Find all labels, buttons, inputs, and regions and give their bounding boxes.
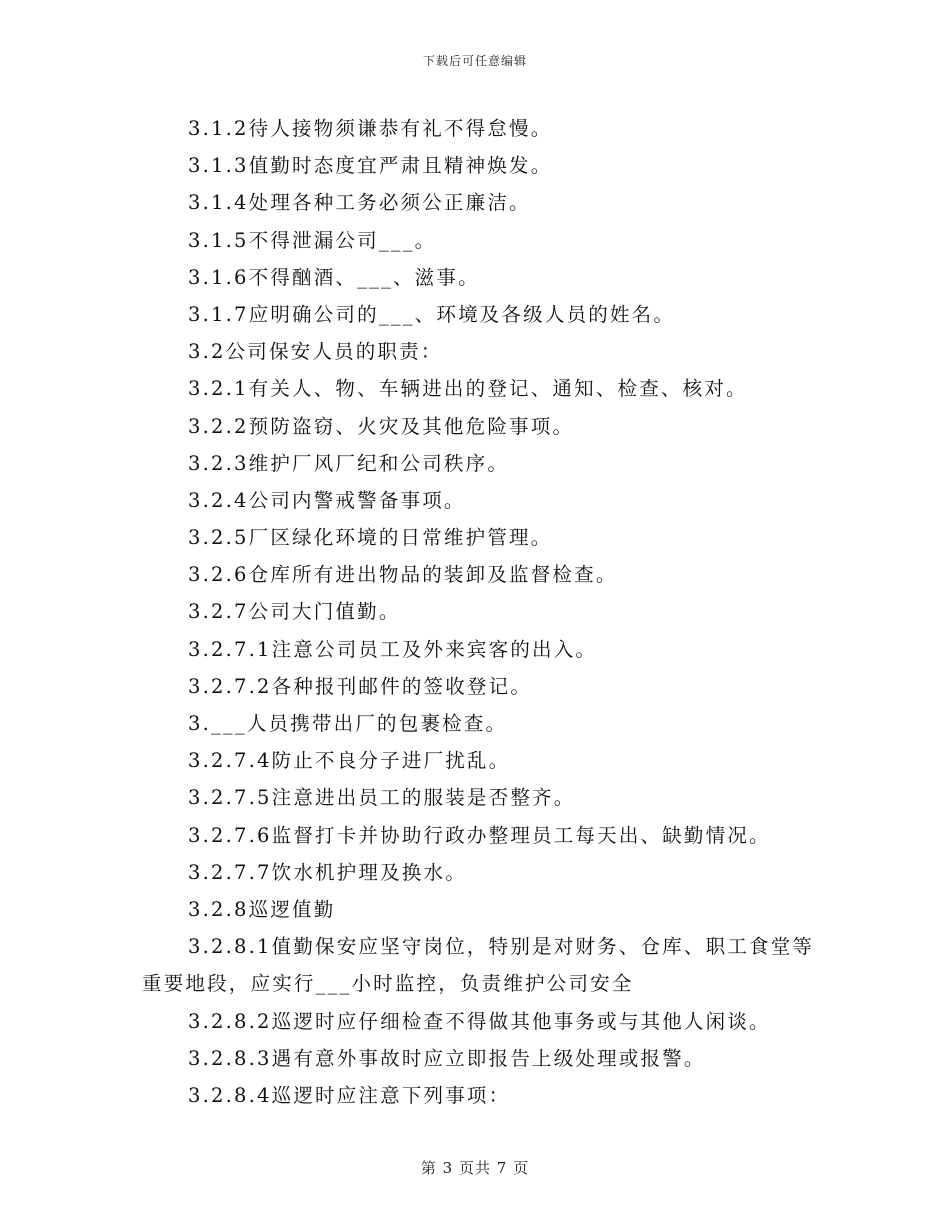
page-footer: 第 3 页共 7 页 [420,1159,530,1177]
document-line: 3.2.7.4防止不良分子进厂扰乱。 [188,749,511,773]
document-line: 3.2.3维护厂风厂纪和公司秩序。 [188,451,510,475]
document-line: 3.1.7应明确公司的___、环境及各级人员的姓名。 [188,302,676,326]
document-line: 3.2.7.1注意公司员工及外来宾客的出入。 [188,637,598,661]
document-line: 重要地段，应实行___小时监控，负责维护公司安全 [142,972,634,996]
document-line: 3.___人员携带出厂的包裹检查。 [188,712,508,735]
document-line: 3.2.4公司内警戒警备事项。 [188,488,466,512]
document-line: 3.2.8.2巡逻时应仔细检查不得做其他事务或与其他人闲谈。 [188,1009,771,1033]
document-line: 3.2.7.2各种报刊邮件的签收登记。 [188,674,533,698]
document-line: 3.2.7.5注意进出员工的服装是否整齐。 [188,786,576,810]
document-line: 3.2.6仓库所有进出物品的装卸及监督检查。 [188,563,618,587]
document-line: 3.2.8.3遇有意外事故时应立即报告上级处理或报警。 [188,1046,706,1070]
document-line: 3.2.1有关人、物、车辆进出的登记、通知、检查、核对。 [188,377,748,401]
document-line: 3.2公司保安人员的职责： [188,340,443,364]
document-line: 3.2.7.7饮水机护理及换水。 [188,860,467,884]
document-line: 3.1.6不得酗酒、___、滋事。 [188,265,480,289]
document-body [142,110,822,1114]
document-line: 3.2.7.6监督打卡并协助行政办整理员工每天出、缺勤情况。 [188,823,771,847]
document-line: 3.1.5不得泄漏公司___。 [188,228,437,252]
document-line: 3.1.2待人接物须谦恭有礼不得怠慢。 [188,117,553,140]
document-line: 3.2.8巡逻值勤 [188,897,336,921]
document-line: 3.2.8.4巡逻时应注意下列事项： [188,1083,511,1107]
page-header: 下载后可任意编辑 [422,54,527,68]
document-line: 3.2.7公司大门值勤。 [188,600,401,624]
document-line: 3.2.2预防盗窃、火灾及其他危险事项。 [188,414,575,438]
document-line: 3.1.4处理各种工务必须公正廉洁。 [188,191,531,215]
document-line: 3.1.3值勤时态度宜严肃且精神焕发。 [188,154,553,178]
document-line: 3.2.5厂区绿化环境的日常维护管理。 [188,526,553,550]
document-line: 3.2.8.1值勤保安应坚守岗位，特别是对财务、仓库、职工食堂等 [188,935,815,959]
